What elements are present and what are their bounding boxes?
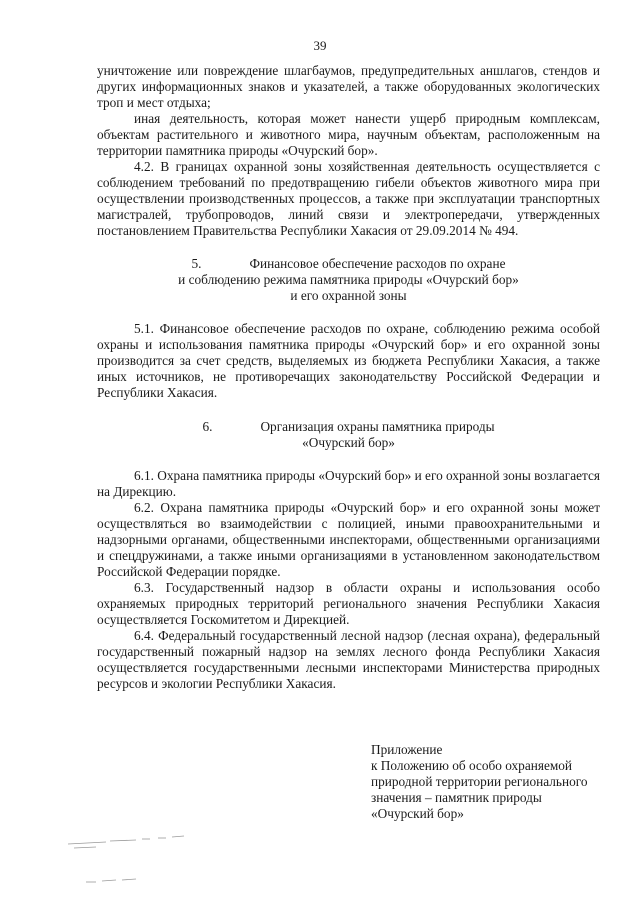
- section-title-line: Финансовое обеспечение расходов по охране: [249, 256, 506, 271]
- section-title-line: «Очурский бор»: [302, 435, 395, 450]
- section-number: 5.: [191, 256, 202, 271]
- appendix-line: значения – памятник природы: [371, 790, 542, 805]
- paragraph: уничтожение или повреждение шлагбаумов, предупредительных аншлагов, стендов и других информационных знаков и указателей, а также оборудованных экологических троп и мест отдыха;: [97, 63, 600, 110]
- section-title-line: Организация охраны памятника природы: [260, 419, 495, 434]
- section-number: 6.: [202, 419, 213, 434]
- appendix-line: к Положению об особо охраняемой: [371, 758, 573, 773]
- section-title-line: и его охранной зоны: [290, 288, 407, 303]
- section-6-heading: [97, 419, 600, 451]
- paragraph: 6.1. Охрана памятника природы «Очурский бор» и его охранной зоны возлагается на Дирекцию.: [97, 468, 600, 499]
- paragraph: 4.2. В границах охранной зоны хозяйственная деятельность осуществляется с соблюдением требований по предотвращению гибели объектов животного мира при осуществлении производственных процессов, а также при эксплуатации транспортных магистралей, трубопроводов, линий связи и электропередачи, утвержденных постановлением Правительства Республики Хакасия от 29.09.2014 № 494.: [97, 159, 600, 238]
- section-title-line: и соблюдению режима памятника природы «Очурский бор»: [178, 272, 519, 287]
- appendix-line: Приложение: [371, 742, 443, 757]
- paragraph: 6.3. Государственный надзор в области охраны и использования особо охраняемых природных территорий регионального значения Республики Хакасия осуществляется Госкомитетом и Дирекцией.: [97, 580, 600, 627]
- appendix-line: природной территории регионального: [371, 774, 588, 789]
- page-number: 39: [313, 38, 327, 53]
- paragraph: 6.2. Охрана памятника природы «Очурский бор» и его охранной зоны может осуществляться во взаимодействии с полицией, иными правоохранительными и надзорными органами, общественными инспекторами, общественными организациями и спецдружинами, а также иными организациями в установленном законодательством Российской Федерации порядке.: [97, 500, 600, 579]
- paragraph: иная деятельность, которая может нанести ущерб природным комплексам, объектам растительного и животного мира, научным объектам, расположенным на территории памятника природы «Очурский бор».: [97, 111, 600, 158]
- paragraph: 6.4. Федеральный государственный лесной надзор (лесная охрана), федеральный государственный пожарный надзор на землях лесного фонда Республики Хакасия осуществляется государственными лесными инспекторами Министерства природных ресурсов и экологии Республики Хакасия.: [97, 628, 600, 691]
- document-body: [97, 63, 600, 692]
- appendix-note: [371, 742, 611, 822]
- section-5-heading: [97, 256, 600, 304]
- scan-artifact-marks: [66, 826, 196, 896]
- paragraph: 5.1. Финансовое обеспечение расходов по охране, соблюдению режима особой охраны и использования памятника природы «Очурский бор» и его охранной зоны производится за счет средств, выделяемых из бюджета Республики Хакасия, а также иных источников, не противоречащих законодательству Российской Федерации и Республики Хакасия.: [97, 321, 600, 400]
- appendix-line: «Очурский бор»: [371, 806, 464, 821]
